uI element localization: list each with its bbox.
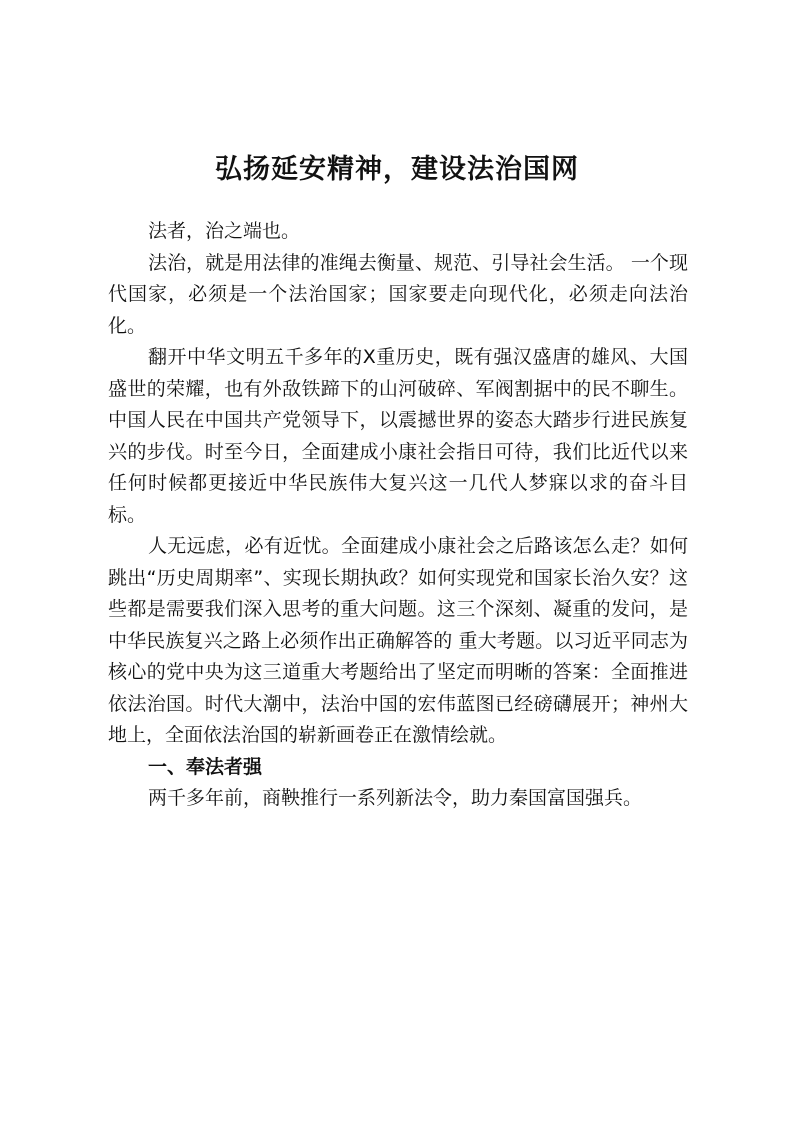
paragraph-1: 法者，治之端也。 bbox=[148, 220, 301, 242]
paragraph-3: 翻开中华文明五千多年的X重历史，既有强汉盛唐的雄风、大国盛世的荣耀，也有外敌铁蹄下的山河破碎、军阀割据中的民不聊生。中国人民在中国共产党领导下，以震撼世界的姿态大踏步行进民族复兴的步伐。时至今日，全面建成小康社会指日可待，我们比近代以来任何时候都更接近中华民族伟大复兴这一几代人梦寐以求的奋斗目标。 bbox=[108, 346, 688, 526]
section-paragraph: 两千多年前，商鞅推行一系列新法令，助力秦国富国强兵。 bbox=[148, 787, 643, 809]
paragraph-2: 法治，就是用法律的准绳去衡量、规范、引导社会生活。 一个现代国家，必须是一个法治国家；国家要走向现代化，必须走向法治化。 bbox=[108, 251, 688, 337]
document-title: 弘扬延安精神，建设法治国网 bbox=[215, 154, 579, 186]
section-heading: 一、奉法者强 bbox=[148, 755, 263, 778]
document-body bbox=[108, 216, 688, 815]
paragraph-4: 人无远虑，必有近忧。全面建成小康社会之后路该怎么走？如何跳出“历史周期率”、实现长期执政？如何实现党和国家长治久安？这些都是需要我们深入思考的重大问题。这三个深刻、凝重的发问，是中华民族复兴之路上必须作出正确解答的 重大考题。以习近平同志为核心的党中央为这三道重大考题给出了坚定而明晰的答案：全面推进依法治国。时代大潮中，法治中国的宏伟蓝图已经磅礴展开；神州大地上，全面依法治国的崭新画卷正在激情绘就。 bbox=[108, 535, 688, 746]
